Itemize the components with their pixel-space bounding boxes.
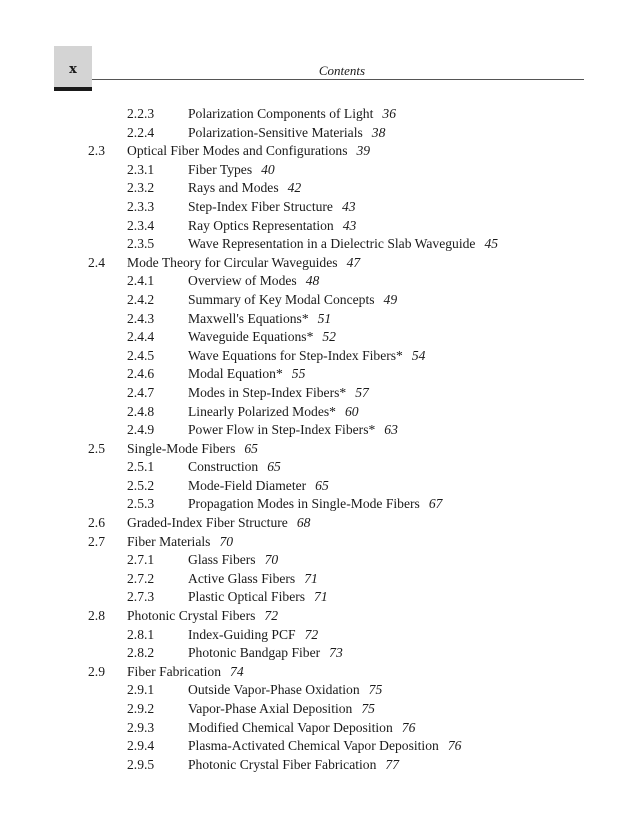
toc-section-entry	[0, 254, 638, 273]
toc-subsection-entry	[0, 235, 638, 254]
toc-entry-number: 2.9.4	[127, 738, 155, 754]
toc-entry-title	[188, 588, 328, 607]
toc-entry-title	[188, 719, 415, 738]
toc-entry-number: 2.7.1	[127, 552, 155, 568]
toc-subsection-entry	[0, 477, 638, 496]
toc-subsection-entry	[0, 105, 638, 124]
toc-entry-page: 40	[261, 161, 275, 177]
toc-entry-title	[188, 328, 336, 347]
toc-entry-title	[188, 403, 359, 422]
toc-entry-number: 2.4.3	[127, 310, 155, 326]
toc-entry-page: 38	[371, 124, 386, 140]
toc-subsection-entry	[0, 217, 638, 236]
toc-subsection-entry	[0, 328, 638, 347]
toc-entry-title-text: Index-Guiding PCF	[188, 626, 296, 642]
toc-subsection-entry	[0, 570, 638, 589]
toc-entry-title	[188, 365, 305, 384]
toc-entry-title	[188, 217, 356, 236]
toc-entry-page: 70	[264, 552, 279, 568]
toc-entry-page: 43	[342, 217, 357, 233]
toc-subsection-entry	[0, 458, 638, 477]
toc-entry-number: 2.9	[88, 663, 105, 679]
toc-entry-page: 65	[315, 477, 329, 493]
toc-entry-title	[188, 124, 385, 143]
toc-entry-title	[127, 142, 370, 161]
toc-entry-number: 2.4	[88, 254, 105, 270]
toc-entry-title-text: Graded-Index Fiber Structure	[127, 515, 288, 531]
toc-section-entry	[0, 514, 638, 533]
toc-entry-number: 2.4.1	[127, 273, 155, 289]
toc-entry-title	[188, 310, 331, 329]
toc-entry-number: 2.5.1	[127, 459, 155, 475]
toc-entry-number: 2.6	[88, 515, 105, 531]
toc-entry-title	[188, 105, 396, 124]
table-of-contents	[0, 105, 638, 774]
toc-entry-page: 75	[368, 682, 383, 698]
toc-entry-title-text: Polarization-Sensitive Materials	[188, 124, 363, 140]
toc-entry-title-text: Vapor-Phase Axial Deposition	[188, 701, 353, 716]
toc-entry-number: 2.3.5	[127, 236, 155, 252]
toc-entry-title	[188, 626, 318, 645]
toc-entry-title	[188, 495, 442, 514]
toc-entry-number: 2.8.1	[127, 626, 155, 642]
toc-entry-title-text: Fiber Materials	[127, 533, 211, 549]
toc-entry-page: 48	[305, 273, 320, 289]
toc-entry-title	[188, 235, 498, 254]
toc-entry-title-text: Summary of Key Modal Concepts	[188, 291, 375, 307]
toc-entry-title	[188, 477, 329, 496]
toc-entry-title-text: Step-Index Fiber Structure	[188, 198, 333, 214]
toc-entry-number: 2.9.2	[127, 701, 155, 716]
toc-subsection-entry	[0, 588, 638, 607]
toc-subsection-entry	[0, 719, 638, 738]
toc-entry-number: 2.5.2	[127, 477, 155, 493]
toc-entry-title-text: Outside Vapor-Phase Oxidation	[188, 682, 360, 698]
toc-entry-number: 2.3	[88, 143, 105, 159]
toc-entry-title	[127, 440, 258, 459]
toc-entry-number: 2.4.2	[127, 291, 155, 307]
toc-entry-page: 73	[329, 645, 343, 661]
page-header	[0, 0, 638, 92]
toc-entry-number: 2.9.3	[127, 719, 155, 735]
toc-entry-title-text: Mode-Field Diameter	[188, 477, 307, 493]
toc-entry-page: 54	[411, 347, 426, 363]
toc-entry-title-text: Plastic Optical Fibers	[188, 589, 306, 605]
toc-entry-number: 2.3.1	[127, 161, 155, 177]
toc-entry-title-text: Modes in Step-Index Fibers*	[188, 384, 347, 400]
toc-entry-title	[188, 756, 399, 775]
toc-section-entry	[0, 533, 638, 552]
toc-entry-number: 2.8.2	[127, 645, 155, 661]
toc-entry-page: 47	[346, 254, 361, 270]
toc-entry-title-text: Linearly Polarized Modes*	[188, 403, 336, 419]
toc-entry-title	[127, 663, 244, 682]
toc-entry-title-text: Modal Equation*	[188, 366, 283, 382]
toc-entry-title-text: Fiber Types	[188, 161, 253, 177]
toc-entry-page: 60	[344, 403, 359, 419]
toc-entry-title-text: Construction	[188, 459, 259, 475]
toc-entry-title	[188, 161, 275, 180]
toc-entry-page: 43	[341, 198, 356, 214]
toc-entry-title-text: Modified Chemical Vapor Deposition	[188, 719, 393, 735]
toc-subsection-entry	[0, 365, 638, 384]
toc-entry-number: 2.4.4	[127, 329, 155, 345]
toc-entry-title-text: Polarization Components of Light	[188, 106, 374, 121]
toc-entry-number: 2.8	[88, 608, 105, 624]
toc-entry-title	[127, 514, 310, 533]
toc-entry-number: 2.9.5	[127, 756, 155, 772]
toc-subsection-entry	[0, 421, 638, 440]
toc-entry-number: 2.7	[88, 533, 105, 549]
toc-subsection-entry	[0, 179, 638, 198]
toc-entry-title	[188, 347, 425, 366]
toc-entry-page: 71	[304, 570, 318, 586]
toc-entry-title-text: Plasma-Activated Chemical Vapor Deposition	[188, 738, 439, 754]
toc-entry-title-text: Waveguide Equations*	[188, 329, 314, 345]
toc-entry-title	[188, 179, 301, 198]
toc-entry-title	[188, 384, 369, 403]
toc-entry-title-text: Overview of Modes	[188, 273, 297, 289]
toc-entry-number: 2.4.6	[127, 366, 155, 382]
toc-entry-title	[188, 272, 319, 291]
toc-entry-title	[127, 254, 360, 273]
toc-entry-title-text: Rays and Modes	[188, 180, 279, 196]
toc-subsection-entry	[0, 403, 638, 422]
toc-entry-page: 72	[264, 608, 278, 624]
toc-entry-title	[188, 681, 382, 700]
toc-entry-page: 72	[304, 626, 319, 642]
toc-subsection-entry	[0, 161, 638, 180]
toc-subsection-entry	[0, 756, 638, 775]
toc-entry-page: 74	[230, 663, 244, 679]
toc-subsection-entry	[0, 551, 638, 570]
toc-entry-number: 2.4.7	[127, 384, 155, 400]
toc-entry-title-text: Photonic Crystal Fiber Fabrication	[188, 756, 377, 772]
toc-subsection-entry	[0, 198, 638, 217]
toc-entry-title-text: Optical Fiber Modes and Configurations	[127, 143, 348, 159]
toc-entry-title	[188, 570, 318, 589]
toc-subsection-entry	[0, 644, 638, 663]
toc-entry-title-text: Glass Fibers	[188, 552, 256, 568]
toc-entry-page: 39	[356, 143, 371, 159]
toc-entry-title-text: Power Flow in Step-Index Fibers*	[188, 422, 376, 438]
page-number-tab-bar	[54, 87, 92, 91]
toc-entry-page: 49	[383, 291, 398, 307]
toc-entry-title	[188, 737, 461, 756]
toc-entry-title-text: Ray Optics Representation	[188, 217, 334, 233]
toc-entry-title	[188, 551, 278, 570]
toc-entry-title-text: Active Glass Fibers	[188, 570, 296, 586]
toc-entry-title	[188, 644, 343, 663]
toc-entry-page: 65	[244, 440, 258, 456]
toc-section-entry	[0, 607, 638, 626]
toc-subsection-entry	[0, 495, 638, 514]
toc-entry-number: 2.7.3	[127, 589, 155, 605]
toc-entry-page: 51	[317, 310, 332, 326]
toc-entry-title-text: Photonic Bandgap Fiber	[188, 645, 321, 661]
toc-entry-number: 2.4.9	[127, 422, 155, 438]
toc-subsection-entry	[0, 700, 638, 719]
toc-section-entry	[0, 663, 638, 682]
toc-entry-page: 63	[384, 422, 398, 438]
toc-entry-page: 52	[322, 329, 336, 345]
toc-entry-title	[188, 458, 281, 477]
toc-subsection-entry	[0, 384, 638, 403]
toc-entry-number: 2.4.8	[127, 403, 155, 419]
toc-entry-number: 2.2.3	[127, 106, 155, 121]
toc-entry-title-text: Wave Representation in a Dielectric Slab Waveguide	[188, 236, 476, 252]
toc-entry-number: 2.4.5	[127, 347, 155, 363]
toc-entry-page: 65	[267, 459, 281, 475]
toc-entry-page: 55	[291, 366, 306, 382]
toc-entry-page: 70	[219, 533, 234, 549]
toc-entry-title-text: Fiber Fabrication	[127, 663, 222, 679]
toc-entry-title	[188, 291, 397, 310]
toc-entry-number: 2.9.1	[127, 682, 155, 698]
toc-entry-number: 2.7.2	[127, 570, 155, 586]
toc-entry-number: 2.3.3	[127, 198, 155, 214]
toc-section-entry	[0, 440, 638, 459]
toc-entry-page: 45	[484, 236, 499, 252]
toc-entry-number: 2.5.3	[127, 496, 155, 512]
toc-entry-title-text: Maxwell's Equations*	[188, 310, 309, 326]
toc-entry-page: 67	[428, 496, 443, 512]
toc-entry-title	[188, 421, 398, 440]
toc-entry-page: 57	[355, 384, 369, 400]
page-number: x	[69, 62, 77, 77]
header-rule	[92, 79, 584, 80]
toc-entry-title-text: Mode Theory for Circular Waveguides	[127, 254, 338, 270]
toc-entry-title-text: Single-Mode Fibers	[127, 440, 236, 456]
toc-entry-number: 2.3.4	[127, 217, 155, 233]
toc-entry-number: 2.3.2	[127, 180, 155, 196]
toc-entry-page: 77	[385, 756, 399, 772]
toc-entry-page: 68	[296, 515, 311, 531]
toc-subsection-entry	[0, 124, 638, 143]
toc-subsection-entry	[0, 310, 638, 329]
toc-entry-page: 42	[287, 180, 302, 196]
running-title: Contents	[318, 63, 366, 78]
toc-subsection-entry	[0, 737, 638, 756]
toc-subsection-entry	[0, 626, 638, 645]
toc-entry-page: 75	[361, 701, 375, 716]
toc-entry-title-text: Wave Equations for Step-Index Fibers*	[188, 347, 403, 363]
toc-entry-title	[188, 198, 356, 217]
toc-entry-page: 71	[314, 589, 328, 605]
toc-entry-title-text: Photonic Crystal Fibers	[127, 608, 256, 624]
toc-subsection-entry	[0, 347, 638, 366]
toc-subsection-entry	[0, 272, 638, 291]
toc-entry-title	[127, 607, 278, 626]
toc-section-entry	[0, 142, 638, 161]
toc-entry-page: 36	[382, 106, 396, 121]
toc-entry-page: 76	[401, 719, 416, 735]
toc-subsection-entry	[0, 681, 638, 700]
toc-entry-title	[188, 700, 375, 719]
toc-entry-title-text: Propagation Modes in Single-Mode Fibers	[188, 496, 420, 512]
toc-entry-number: 2.5	[88, 440, 105, 456]
toc-entry-number: 2.2.4	[127, 124, 155, 140]
toc-entry-page: 76	[447, 738, 462, 754]
toc-subsection-entry	[0, 291, 638, 310]
toc-entry-title	[127, 533, 233, 552]
